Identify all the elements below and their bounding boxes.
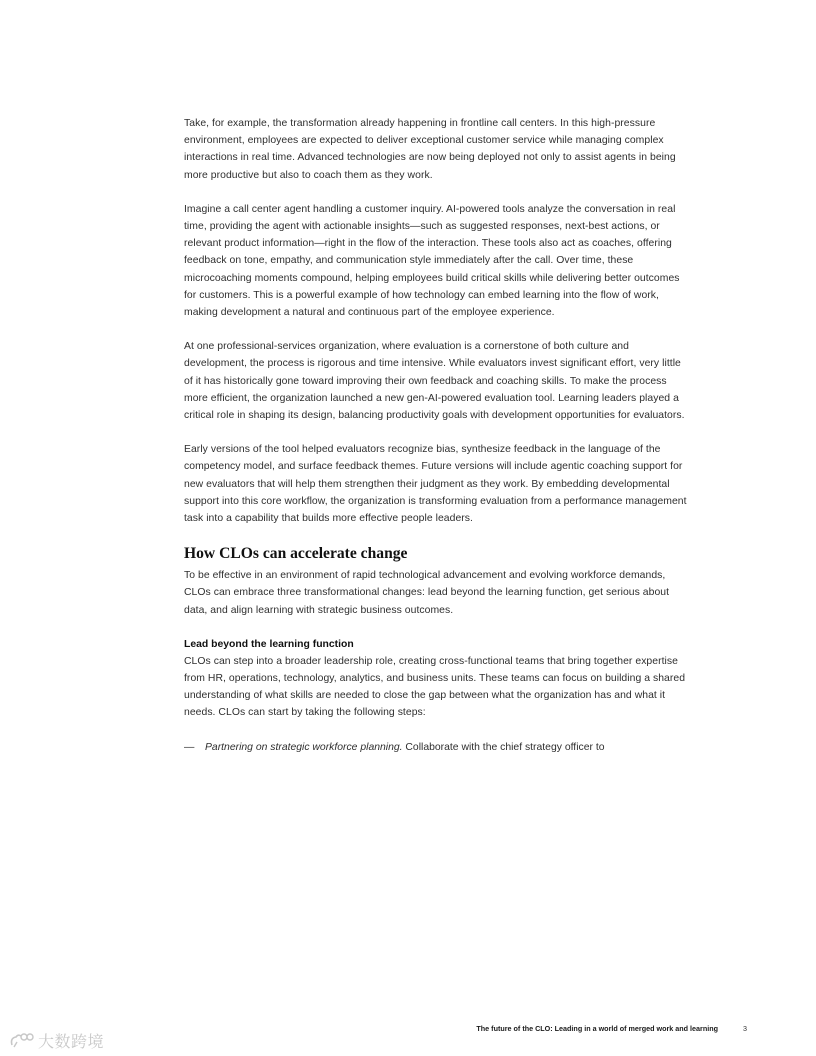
section-intro: To be effective in an environment of rapid technological advancement and evolving workforce demands, CLOs can embrace three transformational changes: lead beyond the learning function, get serious about data, and align learning with strategic business outcomes. [184, 570, 670, 616]
page-footer [0, 1024, 816, 1038]
watermark-logo-icon [8, 1032, 36, 1050]
bullet-text [205, 739, 604, 756]
subsection-body: CLOs can step into a broader leadership role, creating cross-functional teams that bring together expertise from HR, operations, technology, analytics, and business units. These teams can focus on building a shared understanding of what skills are needed to close the gap between what the organization has and what it needs. CLOs can start by taking the following steps: [184, 655, 686, 719]
section-heading: How CLOs can accelerate change [184, 545, 408, 563]
bullet-body: Collaborate with the chief strategy officer to [402, 741, 605, 753]
watermark [8, 1029, 104, 1052]
paragraph-call-centers: Take, for example, the transformation already happening in frontline call centers. In this high-pressure environment, employees are expected to deliver exceptional customer service while managing complex interactions in real time. Advanced technologies are now being deployed not only to assist agents in being more productive but also to coach them as they work. [184, 118, 676, 181]
bullet-dash: — [184, 741, 195, 753]
footer-title: The future of the CLO: Leading in a world of merged work and learning [476, 1024, 718, 1033]
bullet-item [184, 739, 690, 756]
paragraph-early-versions: Early versions of the tool helped evaluators recognize bias, synthesize feedback in the language of the competency model, and surface feedback themes. Future versions will include agentic coaching support for new evaluators that will help them strengthen their judgment as they work. By embedding developmental support into this core workflow, the organization is transforming evaluation from a performance management task into a capability that builds more effective people leaders. [184, 444, 687, 525]
paragraph-professional-services: At one professional-services organization, where evaluation is a cornerstone of both culture and development, the process is rigorous and time intensive. While evaluators invest significant effort, very little of it has historically gone toward improving their own feedback and coaching skills. To make the process more efficient, the organization launched a new gen-AI-powered evaluation tool. Learning leaders played a critical role in shaping its design, balancing productivity goals with development opportunities for evaluators. [184, 341, 685, 422]
page-number: 3 [743, 1024, 747, 1033]
bullet-italic-lead: Partnering on strategic workforce planning. [205, 741, 403, 753]
subheading-lead-beyond: Lead beyond the learning function [184, 638, 354, 650]
watermark-text: 大数跨境 [38, 1034, 105, 1051]
article-body [184, 115, 690, 756]
paragraph-call-center-agent: Imagine a call center agent handling a customer inquiry. AI-powered tools analyze the conversation in real time, providing the agent with actionable insights—such as suggested responses, next-best actions, or relevant product information—right in the flow of the interaction. These tools also act as coaches, offering feedback on tone, empathy, and communication style immediately after the call. Over time, these microcoaching moments compound, helping employees build critical skills while delivering better outcomes for customers. This is a powerful example of how technology can embed learning into the flow of work, making development a natural and continuous part of the employee experience. [184, 203, 680, 319]
